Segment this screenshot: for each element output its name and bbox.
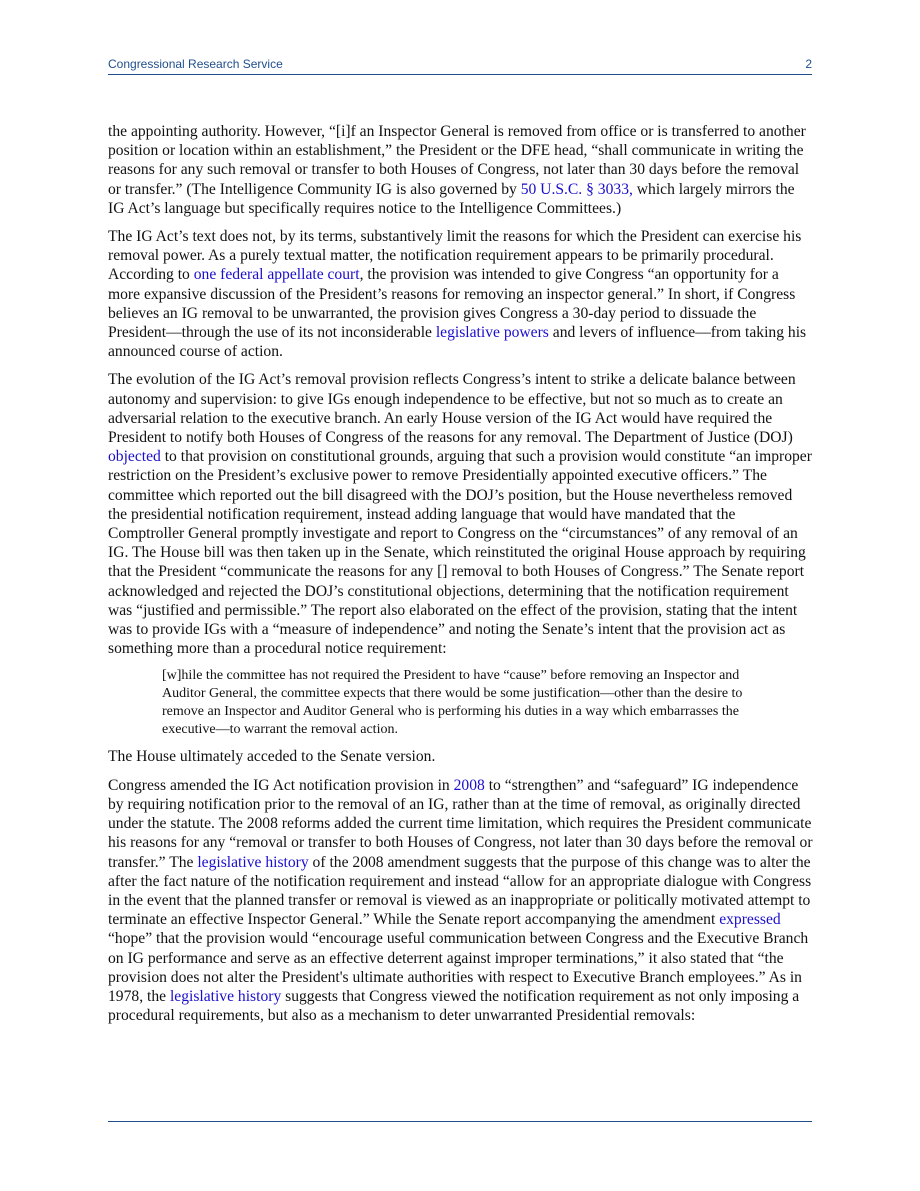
footer-rule <box>108 1121 812 1122</box>
paragraph-3: The evolution of the IG Act’s removal provision reflects Congress’s intent to strike a delicate balance between autonomy and supervision: to give IGs enough independence to be effective, but not so much as to create an adversarial relation to the executive branch. An early House version of the IG Act would have required the President to notify both Houses of Congress of the reasons for any removal. The Department of Justice (DOJ) objected to that provision on constitutional grounds, arguing that such a provision would constitute “an improper restriction on the President’s exclusive power to remove Presidentially appointed executive officers.” The committee which reported out the bill disagreed with the DOJ’s position, but the House nevertheless removed the presidential notification requirement, instead adding language that would have mandated that the Comptroller General promptly investigate and report to Congress on the “circumstances” of any removal of an IG. The House bill was then taken up in the Senate, which reinstituted the original House approach by requiring that the President “communicate the reasons for any [] removal to both Houses of Congress.” The Senate report acknowledged and rejected the DOJ’s constitutional objections, determining that the notification requirement was “justified and permissible.” The report also elaborated on the effect of the provision, stating that the intent was to provide IGs with a “measure of independence” and noting the Senate’s intent that the provision act as something more than a procedural notice requirement: <box>108 371 812 658</box>
block-quote: [w]hile the committee has not required the President to have “cause” before removing an Inspector and Auditor General, the committee expects that there would be some justification—other than the desire to remove an Inspector and Auditor General who is performing his duties in a way which embarrasses the executive—to warrant the removal action. <box>162 668 743 738</box>
header-source: Congressional Research Service <box>108 57 283 71</box>
paragraph-2: The IG Act’s text does not, by its terms, substantively limit the reasons for which the President can exercise his removal power. As a purely textual matter, the notification requirement appears to be primarily procedural. According to one federal appellate court, the provision was intended to give Congress “an opportunity for a more expansive discussion of the President’s reasons for removing an inspector general.” In short, if Congress believes an IG removal to be unwarranted, the provision gives Congress a 30-day period to dissuade the President—through the use of its not inconsiderable legislative powers and levers of influence—from taking his announced course of action. <box>108 228 807 361</box>
link-legislative-history-1978[interactable]: legislative history <box>169 987 282 1005</box>
page-header <box>108 52 812 75</box>
link-50-usc-3033[interactable]: 50 U.S.C. § 3033, <box>520 180 633 198</box>
link-2008[interactable]: 2008 <box>453 776 485 794</box>
paragraph-4: The House ultimately acceded to the Senate version. <box>108 748 436 766</box>
link-federal-appellate-court[interactable]: one federal appellate court <box>193 266 360 284</box>
link-legislative-history-2008[interactable]: legislative history <box>197 853 309 871</box>
link-legislative-powers[interactable]: legislative powers <box>435 324 549 342</box>
link-expressed[interactable]: expressed <box>719 911 781 929</box>
page-number: 2 <box>805 57 812 71</box>
document-body <box>108 122 814 1034</box>
link-objected[interactable]: objected <box>108 448 161 466</box>
paragraph-1: the appointing authority. However, “[i]f an Inspector General is removed from office or is transferred to another position or location within an establishment,” the President or the DFE head, “shall communicate in writing the reasons for any such removal or transfer to both Houses of Congress, not later than 30 days before the removal or transfer.” (The Intelligence Community IG is also governed by 50 U.S.C. § 3033, which largely mirrors the IG Act’s language but specifically requires notice to the Intelligence Committees.) <box>108 123 806 217</box>
paragraph-5: Congress amended the IG Act notification provision in 2008 to “strengthen” and “safeguard” IG independence by requiring notification prior to the removal of an IG, rather than at the time of removal, as originally directed under the statute. The 2008 reforms added the current time limitation, which requires the President communicate his reasons for any “removal or transfer to both Houses of Congress, not later than 30 days before the removal or transfer.” The legislative history of the 2008 amendment suggests that the purpose of this change was to alter the after the fact nature of the notification requirement and instead “allow for an appropriate dialogue with Congress in the event that the planned transfer or removal is viewed as an inappropriate or politically motivated attempt to terminate an effective Inspector General.” While the Senate report accompanying the amendment expressed “hope” that the provision would “encourage useful communication between Congress and the Executive Branch on IG performance and serve as an effective deterrent against improper terminations,” it also stated that “the provision does not alter the President's ultimate authorities with respect to Executive Branch employees.” As in 1978, the legislative history suggests that Congress viewed the notification requirement as not only imposing a procedural requirements, but also as a mechanism to deter unwarranted Presidential removals: <box>108 776 813 1025</box>
